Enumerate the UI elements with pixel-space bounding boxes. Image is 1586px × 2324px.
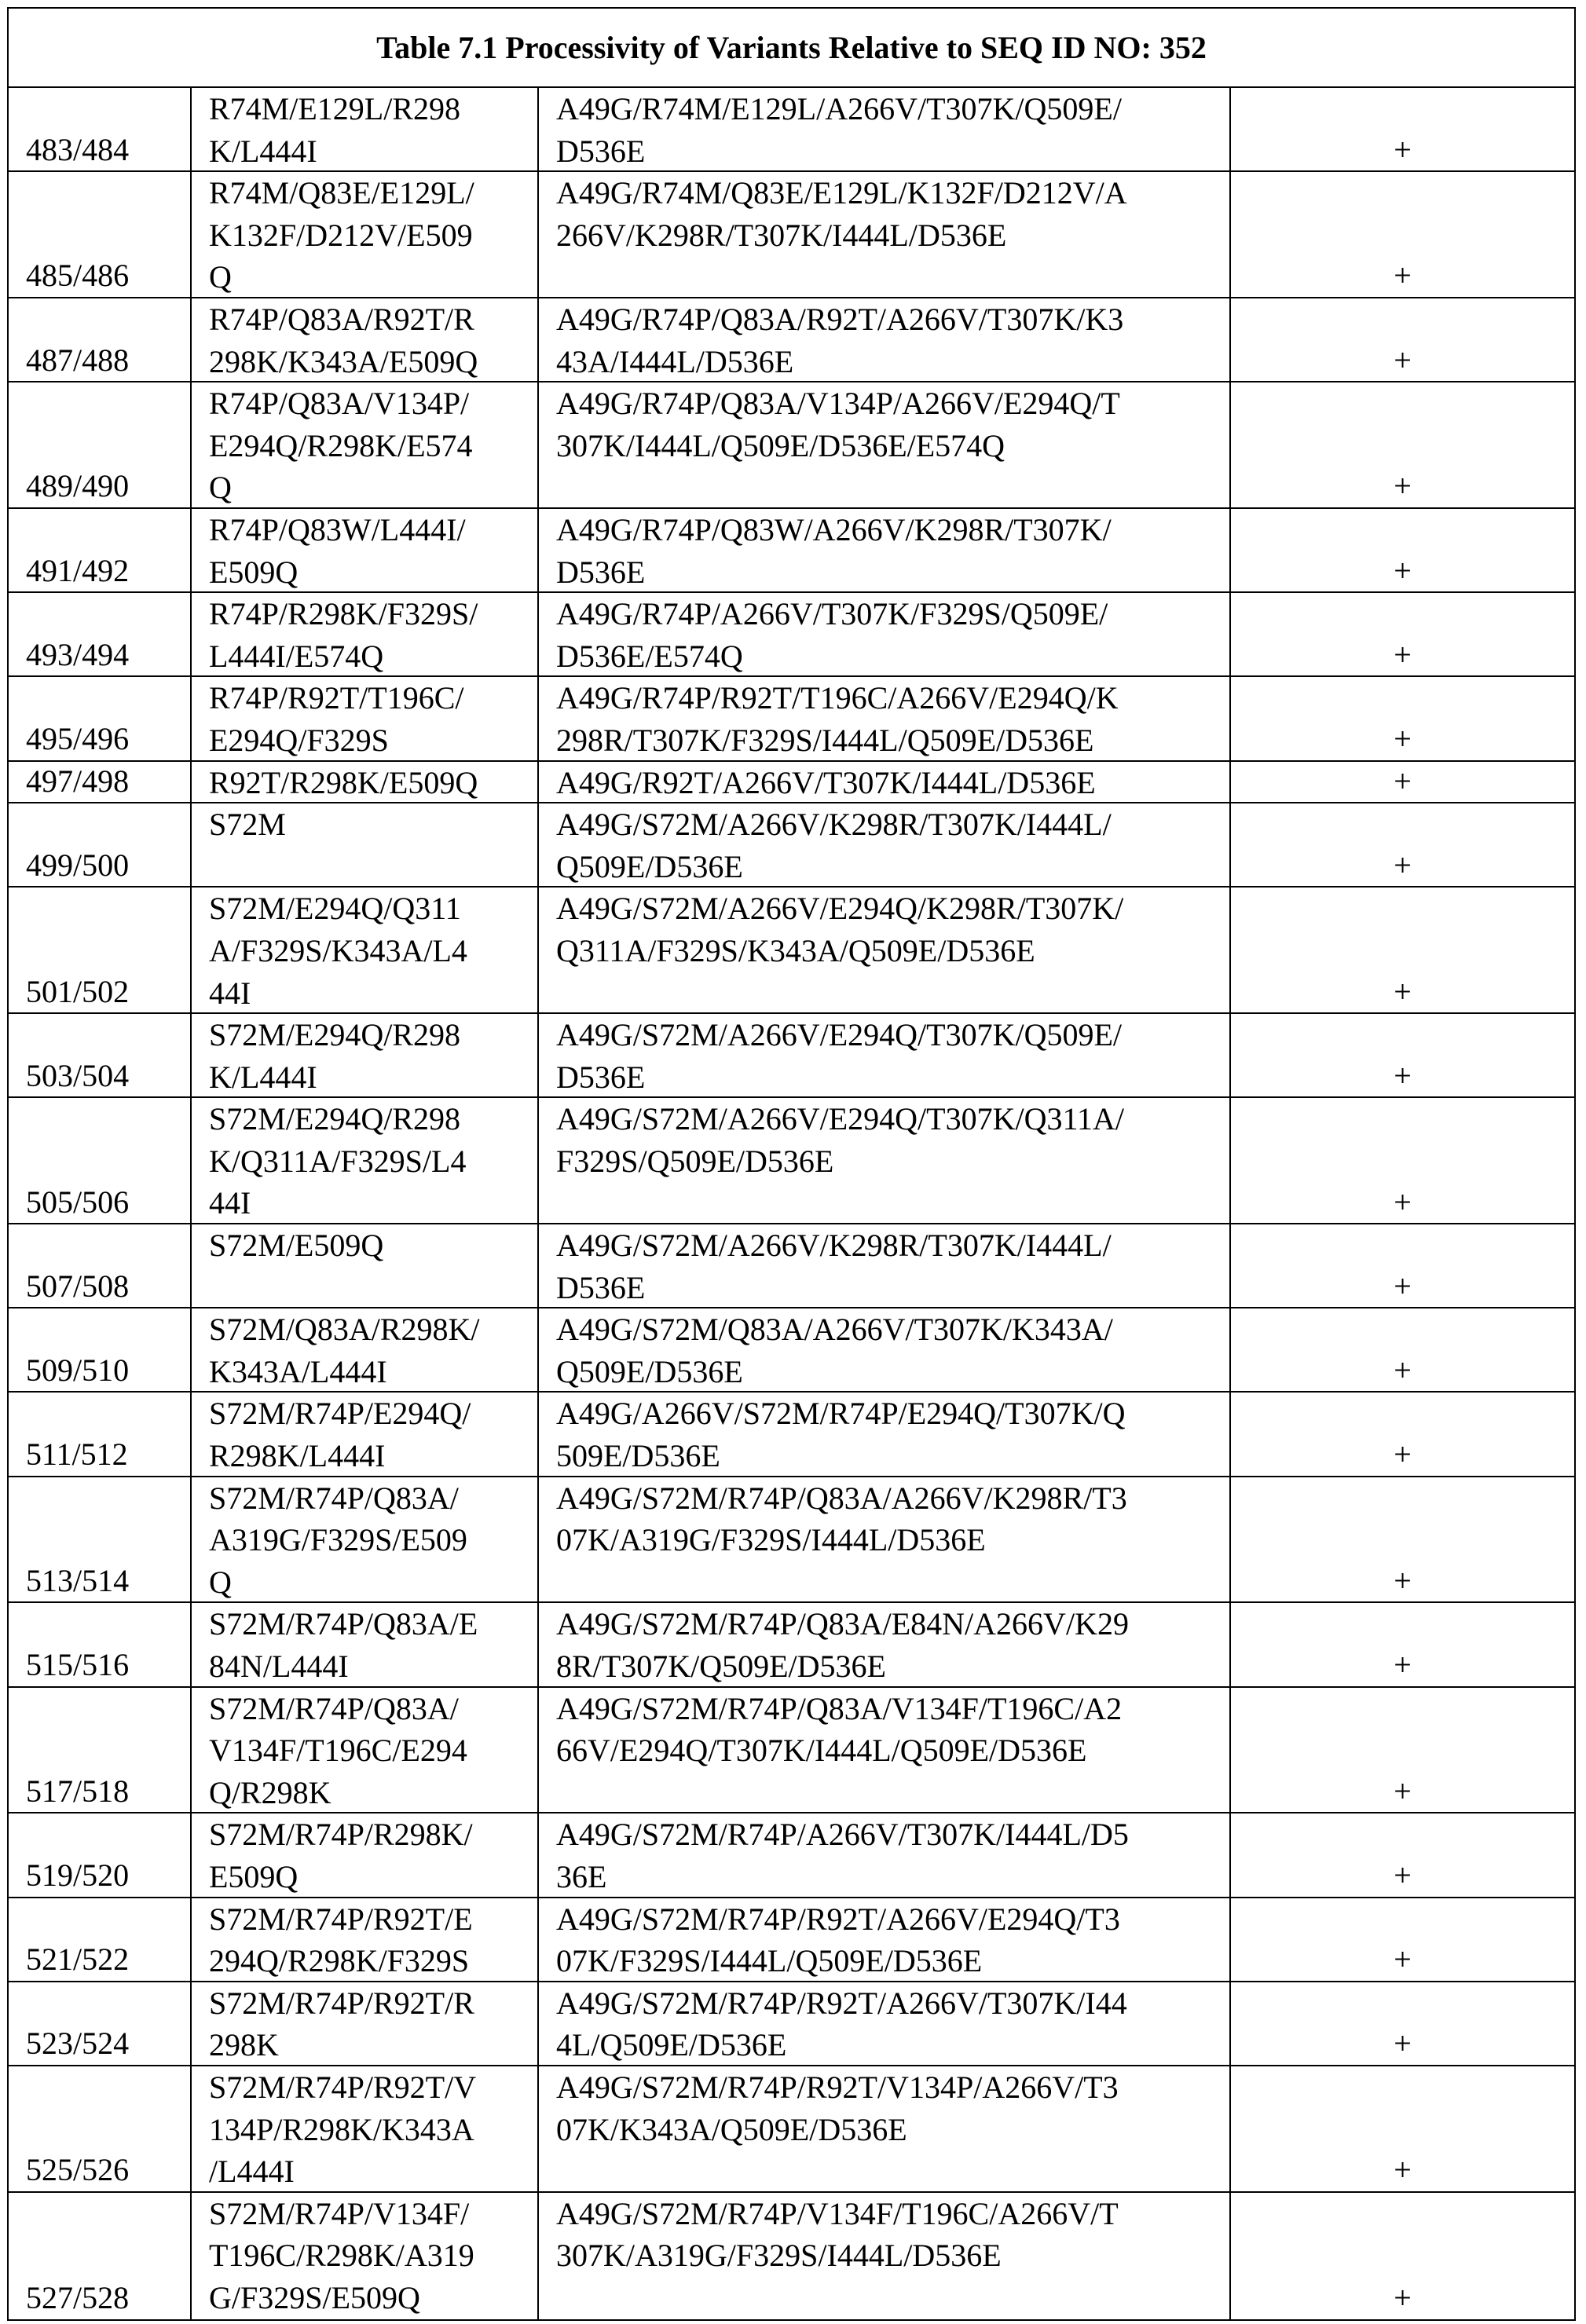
full-mutation-text-line: A49G/S72M/Q83A/A266V/T307K/K343A/ bbox=[556, 1308, 1229, 1351]
variant-text-line: S72M/R74P/R92T/R bbox=[209, 1982, 537, 2025]
full-mutation-cell bbox=[539, 1688, 1231, 1813]
full-mutation-text-line: A49G/R74P/Q83A/R92T/A266V/T307K/K3 bbox=[556, 298, 1229, 341]
result-cell bbox=[1231, 172, 1574, 297]
processivity-result: + bbox=[1394, 1644, 1412, 1686]
seq-id: 507/508 bbox=[26, 1265, 190, 1308]
result-cell bbox=[1231, 1982, 1574, 2065]
variant-text-line: S72M bbox=[209, 803, 537, 846]
full-mutation-cell bbox=[539, 1393, 1231, 1475]
seq-id-cell bbox=[9, 1477, 192, 1602]
full-mutation-cell bbox=[539, 509, 1231, 591]
variant-text-line: 298K bbox=[209, 2024, 537, 2065]
table-row bbox=[9, 593, 1574, 677]
table-row bbox=[9, 1224, 1574, 1308]
table-row bbox=[9, 677, 1574, 761]
table-row bbox=[9, 1813, 1574, 1898]
result-cell bbox=[1231, 298, 1574, 381]
full-mutation-text-line: Q509E/D536E bbox=[556, 846, 1229, 887]
table-row bbox=[9, 2066, 1574, 2193]
full-mutation-text-line: A49G/S72M/R74P/Q83A/E84N/A266V/K29 bbox=[556, 1603, 1229, 1645]
seq-id-cell bbox=[9, 1688, 192, 1813]
variant-cell bbox=[192, 1393, 539, 1475]
seq-id: 509/510 bbox=[26, 1349, 190, 1392]
processivity-result: + bbox=[1394, 254, 1412, 297]
seq-id-cell bbox=[9, 1898, 192, 1981]
variant-cell bbox=[192, 1224, 539, 1307]
processivity-result: + bbox=[1394, 339, 1412, 382]
result-cell bbox=[1231, 1813, 1574, 1896]
table-row bbox=[9, 762, 1574, 804]
variant-cell bbox=[192, 677, 539, 759]
seq-id-cell bbox=[9, 2193, 192, 2319]
seq-id-cell bbox=[9, 1224, 192, 1307]
full-mutation-text-line: A49G/R74M/Q83E/E129L/K132F/D212V/A bbox=[556, 172, 1229, 214]
result-cell bbox=[1231, 593, 1574, 675]
full-mutation-text-line: 266V/K298R/T307K/I444L/D536E bbox=[556, 214, 1229, 257]
seq-id-cell bbox=[9, 1393, 192, 1475]
full-mutation-text-line: 43A/I444L/D536E bbox=[556, 341, 1229, 382]
processivity-result: + bbox=[1394, 465, 1412, 507]
seq-id: 519/520 bbox=[26, 1854, 190, 1897]
full-mutation-text-line: A49G/S72M/A266V/E294Q/K298R/T307K/ bbox=[556, 888, 1229, 930]
full-mutation-text-line: F329S/Q509E/D536E bbox=[556, 1140, 1229, 1183]
variant-text-line: S72M/E294Q/R298 bbox=[209, 1014, 537, 1056]
full-mutation-cell bbox=[539, 1477, 1231, 1602]
full-mutation-text-line: 07K/A319G/F329S/I444L/D536E bbox=[556, 1519, 1229, 1561]
full-mutation-cell bbox=[539, 1603, 1231, 1685]
result-cell bbox=[1231, 677, 1574, 759]
variant-text-line: L444I/E574Q bbox=[209, 635, 537, 676]
full-mutation-text-line: A49G/S72M/R74P/Q83A/A266V/K298R/T3 bbox=[556, 1477, 1229, 1520]
full-mutation-text-line: 298R/T307K/F329S/I444L/Q509E/D536E bbox=[556, 719, 1229, 760]
result-cell bbox=[1231, 888, 1574, 1012]
variant-cell bbox=[192, 298, 539, 381]
seq-id: 511/512 bbox=[26, 1433, 190, 1476]
variant-text-line: K/Q311A/F329S/L4 bbox=[209, 1140, 537, 1183]
full-mutation-text-line: A49G/R74M/E129L/A266V/T307K/Q509E/ bbox=[556, 88, 1229, 130]
full-mutation-text-line: A49G/R74P/R92T/T196C/A266V/E294Q/K bbox=[556, 677, 1229, 719]
table-row bbox=[9, 1603, 1574, 1687]
table-row bbox=[9, 1982, 1574, 2066]
seq-id: 501/502 bbox=[26, 971, 190, 1013]
full-mutation-text-line: Q509E/D536E bbox=[556, 1351, 1229, 1392]
result-cell bbox=[1231, 1688, 1574, 1813]
result-cell bbox=[1231, 1224, 1574, 1307]
full-mutation-text-line: D536E bbox=[556, 1267, 1229, 1308]
variant-text-line: /L444I bbox=[209, 2150, 537, 2191]
full-mutation-text-line: A49G/S72M/A266V/E294Q/T307K/Q311A/ bbox=[556, 1098, 1229, 1140]
variant-text-line: R74P/Q83W/L444I/ bbox=[209, 509, 537, 551]
variant-text-line: G/F329S/E509Q bbox=[209, 2277, 537, 2319]
variant-text-line: K343A/L444I bbox=[209, 1351, 537, 1392]
variant-text-line: E509Q bbox=[209, 551, 537, 592]
seq-id: 485/486 bbox=[26, 254, 190, 297]
variant-text-line: 44I bbox=[209, 972, 537, 1013]
variant-cell bbox=[192, 1603, 539, 1685]
full-mutation-cell bbox=[539, 1982, 1231, 2065]
result-cell bbox=[1231, 1603, 1574, 1685]
processivity-result: + bbox=[1394, 1854, 1412, 1897]
processivity-result: + bbox=[1394, 1433, 1412, 1476]
result-cell bbox=[1231, 1308, 1574, 1391]
full-mutation-cell bbox=[539, 88, 1231, 170]
full-mutation-text-line: A49G/S72M/A266V/K298R/T307K/I444L/ bbox=[556, 1224, 1229, 1267]
variant-text-line: 44I bbox=[209, 1182, 537, 1223]
variant-text-line: Q bbox=[209, 256, 537, 297]
variant-cell bbox=[192, 88, 539, 170]
variant-text-line: S72M/R74P/Q83A/ bbox=[209, 1688, 537, 1730]
processivity-result: + bbox=[1394, 1055, 1412, 1097]
seq-id: 521/522 bbox=[26, 1938, 190, 1981]
full-mutation-cell bbox=[539, 1014, 1231, 1096]
processivity-result: + bbox=[1394, 844, 1412, 887]
table-row bbox=[9, 172, 1574, 298]
full-mutation-cell bbox=[539, 803, 1231, 886]
processivity-result: + bbox=[1394, 1181, 1412, 1224]
processivity-result: + bbox=[1394, 1938, 1412, 1981]
seq-id: 483/484 bbox=[26, 129, 190, 171]
variant-text-line: K/L444I bbox=[209, 1056, 537, 1097]
full-mutation-cell bbox=[539, 1813, 1231, 1896]
result-cell bbox=[1231, 382, 1574, 507]
table-row bbox=[9, 88, 1574, 172]
seq-id: 489/490 bbox=[26, 465, 190, 507]
processivity-result: + bbox=[1394, 2277, 1412, 2319]
full-mutation-text-line: 07K/F329S/I444L/Q509E/D536E bbox=[556, 1940, 1229, 1981]
variant-text-line: R74P/Q83A/R92T/R bbox=[209, 298, 537, 341]
full-mutation-text-line: A49G/S72M/R74P/V134F/T196C/A266V/T bbox=[556, 2193, 1229, 2235]
seq-id-cell bbox=[9, 1982, 192, 2065]
result-cell bbox=[1231, 1014, 1574, 1096]
seq-id: 505/506 bbox=[26, 1181, 190, 1224]
full-mutation-text-line: A49G/S72M/R74P/Q83A/V134F/T196C/A2 bbox=[556, 1688, 1229, 1730]
variant-text-line: K/L444I bbox=[209, 130, 537, 171]
variant-text-line: A/F329S/K343A/L4 bbox=[209, 930, 537, 972]
full-mutation-text-line: Q311A/F329S/K343A/Q509E/D536E bbox=[556, 930, 1229, 972]
processivity-result: + bbox=[1394, 718, 1412, 760]
variant-text-line: 298K/K343A/E509Q bbox=[209, 341, 537, 382]
full-mutation-cell bbox=[539, 1898, 1231, 1981]
seq-id-cell bbox=[9, 1603, 192, 1685]
table-row bbox=[9, 1014, 1574, 1098]
variant-text-line: Q bbox=[209, 1561, 537, 1602]
seq-id: 515/516 bbox=[26, 1644, 190, 1686]
seq-id: 487/488 bbox=[26, 339, 190, 382]
full-mutation-text-line: A49G/S72M/R74P/R92T/V134P/A266V/T3 bbox=[556, 2066, 1229, 2109]
variant-text-line: R74M/Q83E/E129L/ bbox=[209, 172, 537, 214]
variant-text-line: Q bbox=[209, 467, 537, 507]
processivity-result: + bbox=[1394, 1560, 1412, 1602]
full-mutation-text-line: A49G/S72M/R74P/R92T/A266V/E294Q/T3 bbox=[556, 1898, 1229, 1941]
result-cell bbox=[1231, 509, 1574, 591]
full-mutation-cell bbox=[539, 1224, 1231, 1307]
variant-text-line: R92T/R298K/E509Q bbox=[209, 762, 537, 803]
variant-text-line: A319G/F329S/E509 bbox=[209, 1519, 537, 1561]
full-mutation-text-line: 307K/A319G/F329S/I444L/D536E bbox=[556, 2234, 1229, 2277]
seq-id: 503/504 bbox=[26, 1055, 190, 1097]
processivity-result: + bbox=[1394, 1265, 1412, 1308]
variant-text-line: 84N/L444I bbox=[209, 1645, 537, 1686]
full-mutation-cell bbox=[539, 593, 1231, 675]
seq-id-cell bbox=[9, 172, 192, 297]
variant-text-line: S72M/R74P/Q83A/ bbox=[209, 1477, 537, 1520]
variant-text-line: R74P/R92T/T196C/ bbox=[209, 677, 537, 719]
processivity-table bbox=[7, 7, 1576, 2321]
full-mutation-text-line: 8R/T307K/Q509E/D536E bbox=[556, 1645, 1229, 1686]
variant-text-line: E294Q/F329S bbox=[209, 719, 537, 760]
table-row bbox=[9, 1308, 1574, 1393]
variant-text-line: S72M/R74P/Q83A/E bbox=[209, 1603, 537, 1645]
seq-id: 523/524 bbox=[26, 2022, 190, 2065]
processivity-result: + bbox=[1394, 2149, 1412, 2191]
seq-id-cell bbox=[9, 677, 192, 759]
table-body bbox=[9, 88, 1574, 2319]
variant-cell bbox=[192, 1477, 539, 1602]
seq-id-cell bbox=[9, 888, 192, 1012]
variant-text-line: S72M/R74P/R298K/ bbox=[209, 1813, 537, 1856]
processivity-result: + bbox=[1394, 550, 1412, 592]
full-mutation-text-line: A49G/S72M/A266V/K298R/T307K/I444L/ bbox=[556, 803, 1229, 846]
seq-id: 497/498 bbox=[26, 762, 190, 803]
full-mutation-text-line: 4L/Q509E/D536E bbox=[556, 2024, 1229, 2065]
seq-id-cell bbox=[9, 1308, 192, 1391]
variant-cell bbox=[192, 888, 539, 1012]
processivity-result: + bbox=[1394, 129, 1412, 171]
seq-id-cell bbox=[9, 2066, 192, 2191]
seq-id: 495/496 bbox=[26, 718, 190, 760]
variant-cell bbox=[192, 762, 539, 803]
result-cell bbox=[1231, 803, 1574, 886]
variant-cell bbox=[192, 1982, 539, 2065]
variant-cell bbox=[192, 509, 539, 591]
variant-cell bbox=[192, 1308, 539, 1391]
table-row bbox=[9, 1098, 1574, 1224]
processivity-result: + bbox=[1394, 2022, 1412, 2065]
result-cell bbox=[1231, 1098, 1574, 1223]
seq-id-cell bbox=[9, 803, 192, 886]
variant-text-line: S72M/R74P/R92T/E bbox=[209, 1898, 537, 1941]
variant-cell bbox=[192, 593, 539, 675]
full-mutation-text-line: A49G/A266V/S72M/R74P/E294Q/T307K/Q bbox=[556, 1393, 1229, 1435]
seq-id: 527/528 bbox=[26, 2277, 190, 2319]
table-row bbox=[9, 382, 1574, 509]
processivity-result: + bbox=[1394, 1770, 1412, 1813]
table-row bbox=[9, 1898, 1574, 1982]
full-mutation-cell bbox=[539, 1098, 1231, 1223]
result-cell bbox=[1231, 2193, 1574, 2319]
full-mutation-cell bbox=[539, 888, 1231, 1012]
full-mutation-text-line: D536E bbox=[556, 551, 1229, 592]
variant-cell bbox=[192, 1688, 539, 1813]
variant-cell bbox=[192, 172, 539, 297]
seq-id: 513/514 bbox=[26, 1560, 190, 1602]
table-title: Table 7.1 Processivity of Variants Relative to SEQ ID NO: 352 bbox=[9, 9, 1574, 88]
variant-cell bbox=[192, 2193, 539, 2319]
processivity-result: + bbox=[1394, 634, 1412, 676]
full-mutation-text-line: 66V/E294Q/T307K/I444L/Q509E/D536E bbox=[556, 1729, 1229, 1772]
table-row bbox=[9, 2193, 1574, 2319]
variant-cell bbox=[192, 2066, 539, 2191]
variant-text-line: R74P/R298K/F329S/ bbox=[209, 593, 537, 635]
variant-cell bbox=[192, 1813, 539, 1896]
full-mutation-text-line: 509E/D536E bbox=[556, 1435, 1229, 1476]
variant-text-line: S72M/E294Q/Q311 bbox=[209, 888, 537, 930]
result-cell bbox=[1231, 1393, 1574, 1475]
variant-text-line: T196C/R298K/A319 bbox=[209, 2234, 537, 2277]
full-mutation-text-line: D536E bbox=[556, 1056, 1229, 1097]
full-mutation-text-line: D536E bbox=[556, 130, 1229, 171]
variant-text-line: S72M/Q83A/R298K/ bbox=[209, 1308, 537, 1351]
table-row bbox=[9, 888, 1574, 1014]
variant-text-line: S72M/R74P/E294Q/ bbox=[209, 1393, 537, 1435]
result-cell bbox=[1231, 2066, 1574, 2191]
seq-id-cell bbox=[9, 1813, 192, 1896]
variant-cell bbox=[192, 382, 539, 507]
full-mutation-text-line: 07K/K343A/Q509E/D536E bbox=[556, 2109, 1229, 2151]
table-row bbox=[9, 509, 1574, 593]
full-mutation-cell bbox=[539, 762, 1231, 803]
variant-text-line: R74P/Q83A/V134P/ bbox=[209, 382, 537, 425]
full-mutation-text-line: A49G/R74P/Q83A/V134P/A266V/E294Q/T bbox=[556, 382, 1229, 425]
full-mutation-cell bbox=[539, 2066, 1231, 2191]
full-mutation-text-line: A49G/R92T/A266V/T307K/I444L/D536E bbox=[556, 762, 1229, 803]
result-cell bbox=[1231, 762, 1574, 803]
seq-id: 491/492 bbox=[26, 550, 190, 592]
variant-cell bbox=[192, 1898, 539, 1981]
full-mutation-text-line: 307K/I444L/Q509E/D536E/E574Q bbox=[556, 425, 1229, 467]
table-row bbox=[9, 298, 1574, 382]
seq-id: 525/526 bbox=[26, 2149, 190, 2191]
variant-text-line: K132F/D212V/E509 bbox=[209, 214, 537, 257]
seq-id-cell bbox=[9, 88, 192, 170]
full-mutation-text-line: 36E bbox=[556, 1856, 1229, 1897]
variant-text-line: E509Q bbox=[209, 1856, 537, 1897]
processivity-result: + bbox=[1394, 971, 1412, 1013]
variant-cell bbox=[192, 1098, 539, 1223]
variant-text-line: S72M/E509Q bbox=[209, 1224, 537, 1267]
full-mutation-text-line: A49G/R74P/Q83W/A266V/K298R/T307K/ bbox=[556, 509, 1229, 551]
full-mutation-cell bbox=[539, 172, 1231, 297]
seq-id: 493/494 bbox=[26, 634, 190, 676]
variant-text-line: S72M/R74P/V134F/ bbox=[209, 2193, 537, 2235]
result-cell bbox=[1231, 1477, 1574, 1602]
variant-text-line: V134F/T196C/E294 bbox=[209, 1729, 537, 1772]
processivity-result: + bbox=[1394, 762, 1412, 803]
result-cell bbox=[1231, 1898, 1574, 1981]
full-mutation-cell bbox=[539, 677, 1231, 759]
seq-id-cell bbox=[9, 762, 192, 803]
full-mutation-text-line: A49G/R74P/A266V/T307K/F329S/Q509E/ bbox=[556, 593, 1229, 635]
table-row bbox=[9, 1477, 1574, 1604]
seq-id-cell bbox=[9, 509, 192, 591]
variant-text-line: R298K/L444I bbox=[209, 1435, 537, 1476]
table-row bbox=[9, 1688, 1574, 1814]
seq-id-cell bbox=[9, 1014, 192, 1096]
full-mutation-cell bbox=[539, 1308, 1231, 1391]
full-mutation-cell bbox=[539, 2193, 1231, 2319]
table-row bbox=[9, 1393, 1574, 1477]
seq-id-cell bbox=[9, 1098, 192, 1223]
full-mutation-cell bbox=[539, 298, 1231, 381]
table-row bbox=[9, 803, 1574, 888]
variant-text-line: R74M/E129L/R298 bbox=[209, 88, 537, 130]
full-mutation-text-line: A49G/S72M/R74P/R92T/A266V/T307K/I44 bbox=[556, 1982, 1229, 2025]
variant-text-line: Q/R298K bbox=[209, 1772, 537, 1813]
full-mutation-text-line: A49G/S72M/A266V/E294Q/T307K/Q509E/ bbox=[556, 1014, 1229, 1056]
seq-id-cell bbox=[9, 382, 192, 507]
seq-id-cell bbox=[9, 298, 192, 381]
variant-text-line: 134P/R298K/K343A bbox=[209, 2109, 537, 2151]
seq-id: 499/500 bbox=[26, 844, 190, 887]
seq-id-cell bbox=[9, 593, 192, 675]
variant-text-line: E294Q/R298K/E574 bbox=[209, 425, 537, 467]
result-cell bbox=[1231, 88, 1574, 170]
full-mutation-text-line: A49G/S72M/R74P/A266V/T307K/I444L/D5 bbox=[556, 1813, 1229, 1856]
variant-cell bbox=[192, 1014, 539, 1096]
variant-text-line: S72M/E294Q/R298 bbox=[209, 1098, 537, 1140]
variant-text-line: 294Q/R298K/F329S bbox=[209, 1940, 537, 1981]
seq-id: 517/518 bbox=[26, 1770, 190, 1813]
full-mutation-cell bbox=[539, 382, 1231, 507]
full-mutation-text-line: D536E/E574Q bbox=[556, 635, 1229, 676]
variant-cell bbox=[192, 803, 539, 886]
variant-text-line: S72M/R74P/R92T/V bbox=[209, 2066, 537, 2109]
processivity-result: + bbox=[1394, 1349, 1412, 1392]
